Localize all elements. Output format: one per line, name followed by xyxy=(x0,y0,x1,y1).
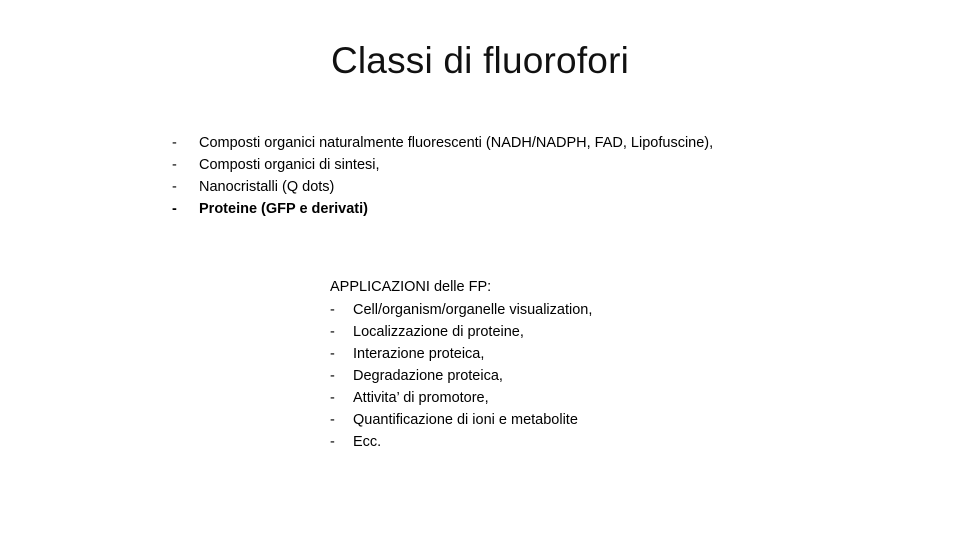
list-item xyxy=(330,365,592,387)
fluorophore-classes-list xyxy=(172,132,713,220)
list-dash: - xyxy=(172,179,177,195)
list-item xyxy=(330,299,592,321)
list-dash: - xyxy=(330,411,335,428)
list-item-text: Degradazione proteica, xyxy=(353,367,503,384)
list-item-text: Proteine (GFP e derivati) xyxy=(199,201,368,217)
list-dash: - xyxy=(330,367,335,384)
list-dash: - xyxy=(330,433,335,450)
list-dash: - xyxy=(172,157,177,173)
list-item-text: Interazione proteica, xyxy=(353,345,485,362)
list-item xyxy=(172,132,713,154)
applications-list xyxy=(330,299,592,453)
list-item-text: Cell/organism/organelle visualization, xyxy=(353,301,593,318)
list-item xyxy=(330,409,592,431)
list-item-text: Composti organici naturalmente fluorescenti (NADH/NADPH, FAD, Lipofuscine), xyxy=(199,135,714,151)
list-item-text: Nanocristalli (Q dots) xyxy=(199,179,335,195)
list-item xyxy=(330,387,592,409)
list-item-text: Quantificazione di ioni e metabolite xyxy=(353,411,578,428)
slide-title: Classi di fluorofori xyxy=(330,40,630,81)
list-dash: - xyxy=(330,323,335,340)
applications-block xyxy=(330,277,592,453)
list-item xyxy=(330,343,592,365)
list-item-text: Localizzazione di proteine, xyxy=(353,323,524,340)
list-item xyxy=(330,431,592,453)
list-dash: - xyxy=(330,345,335,362)
list-dash: - xyxy=(172,201,177,217)
applications-heading: APPLICAZIONI delle FP: xyxy=(330,279,492,295)
list-item xyxy=(172,154,713,176)
list-item xyxy=(172,176,713,198)
list-item-text: Ecc. xyxy=(353,433,382,450)
list-dash: - xyxy=(172,135,177,151)
list-item-text: Attivita’ di promotore, xyxy=(353,389,489,406)
list-dash: - xyxy=(330,301,335,318)
list-dash: - xyxy=(330,389,335,406)
list-item-highlighted xyxy=(172,198,713,220)
list-item-text: Composti organici di sintesi, xyxy=(199,157,380,173)
list-item xyxy=(330,321,592,343)
